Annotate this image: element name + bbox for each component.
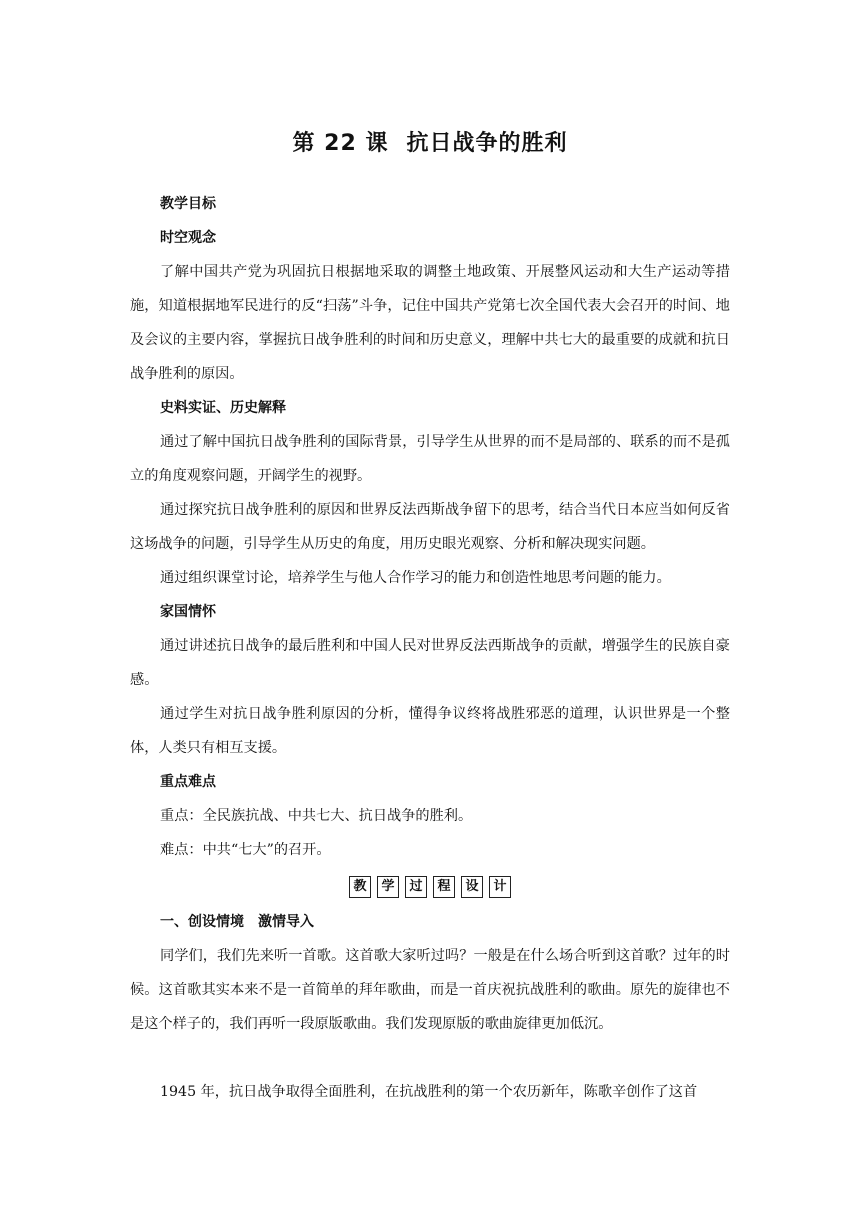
lesson-title: [130, 126, 730, 157]
process-paragraph-2: 1945 年，抗日战争取得全面胜利，在抗战胜利的第一个农历新年，陈歌辛创作了这首: [160, 1084, 698, 1100]
document-body: [130, 187, 730, 1109]
teaching-process-banner: [130, 871, 730, 903]
spacetime-paragraph: 了解中国共产党为巩固抗日根据地采取的调整土地政策、开展整风运动和大生产运动等措施，知道根据地军民进行的反“扫荡”斗争，记住中国共产党第七次全国代表大会召开的时间、地及会议的主要内容，掌握抗日战争胜利的时间和历史意义，理解中共七大的最重要的成就和抗日战争胜利的原因。: [130, 264, 730, 382]
lesson-name: 抗日战争的胜利: [406, 131, 568, 156]
difficult-point: 难点：中共“七大”的召开。: [160, 842, 331, 858]
objectives-heading: 教学目标: [160, 196, 216, 212]
banner-char: 过: [405, 876, 427, 898]
patriotism-heading: 家国情怀: [160, 604, 216, 620]
patriotism-paragraph-1: 通过讲述抗日战争的最后胜利和中国人民对世界反法西斯战争的贡献，增强学生的民族自豪感。: [130, 638, 730, 688]
spacetime-heading: 时空观念: [160, 230, 216, 246]
process-heading: 一、创设情境 激情导入: [160, 914, 314, 930]
key-point: 重点：全民族抗战、中共七大、抗日战争的胜利。: [160, 808, 473, 824]
banner-char: 程: [433, 876, 455, 898]
lesson-number: 第 22 课: [292, 131, 389, 156]
banner-char: 设: [461, 876, 483, 898]
process-paragraph-1: 同学们，我们先来听一首歌。这首歌大家听过吗？一般是在什么场合听到这首歌？过年的时候。这首歌其实本来不是一首简单的拜年歌曲，而是一首庆祝抗战胜利的歌曲。原先的旋律也不是这个样子的，我们再听一段原版歌曲。我们发现原版的歌曲旋律更加低沉。: [130, 948, 730, 1032]
keypoints-heading: 重点难点: [160, 774, 216, 790]
evidence-paragraph-2: 通过探究抗日战争胜利的原因和世界反法西斯战争留下的思考，结合当代日本应当如何反省这场战争的问题，引导学生从历史的角度，用历史眼光观察、分析和解决现实问题。: [130, 502, 730, 552]
patriotism-paragraph-2: 通过学生对抗日战争胜利原因的分析，懂得争议终将战胜邪恶的道理，认识世界是一个整体，人类只有相互支援。: [130, 706, 730, 756]
evidence-paragraph-3: 通过组织课堂讨论，培养学生与他人合作学习的能力和创造性地思考问题的能力。: [160, 570, 671, 586]
evidence-heading: 史料实证、历史解释: [160, 400, 286, 416]
evidence-paragraph-1: 通过了解中国抗日战争胜利的国际背景，引导学生从世界的而不是局部的、联系的而不是孤立的角度观察问题，开阔学生的视野。: [130, 434, 730, 484]
banner-char: 学: [377, 876, 399, 898]
blank-line: [130, 1041, 730, 1075]
banner-char: 计: [489, 876, 511, 898]
banner-char: 教: [349, 876, 371, 898]
